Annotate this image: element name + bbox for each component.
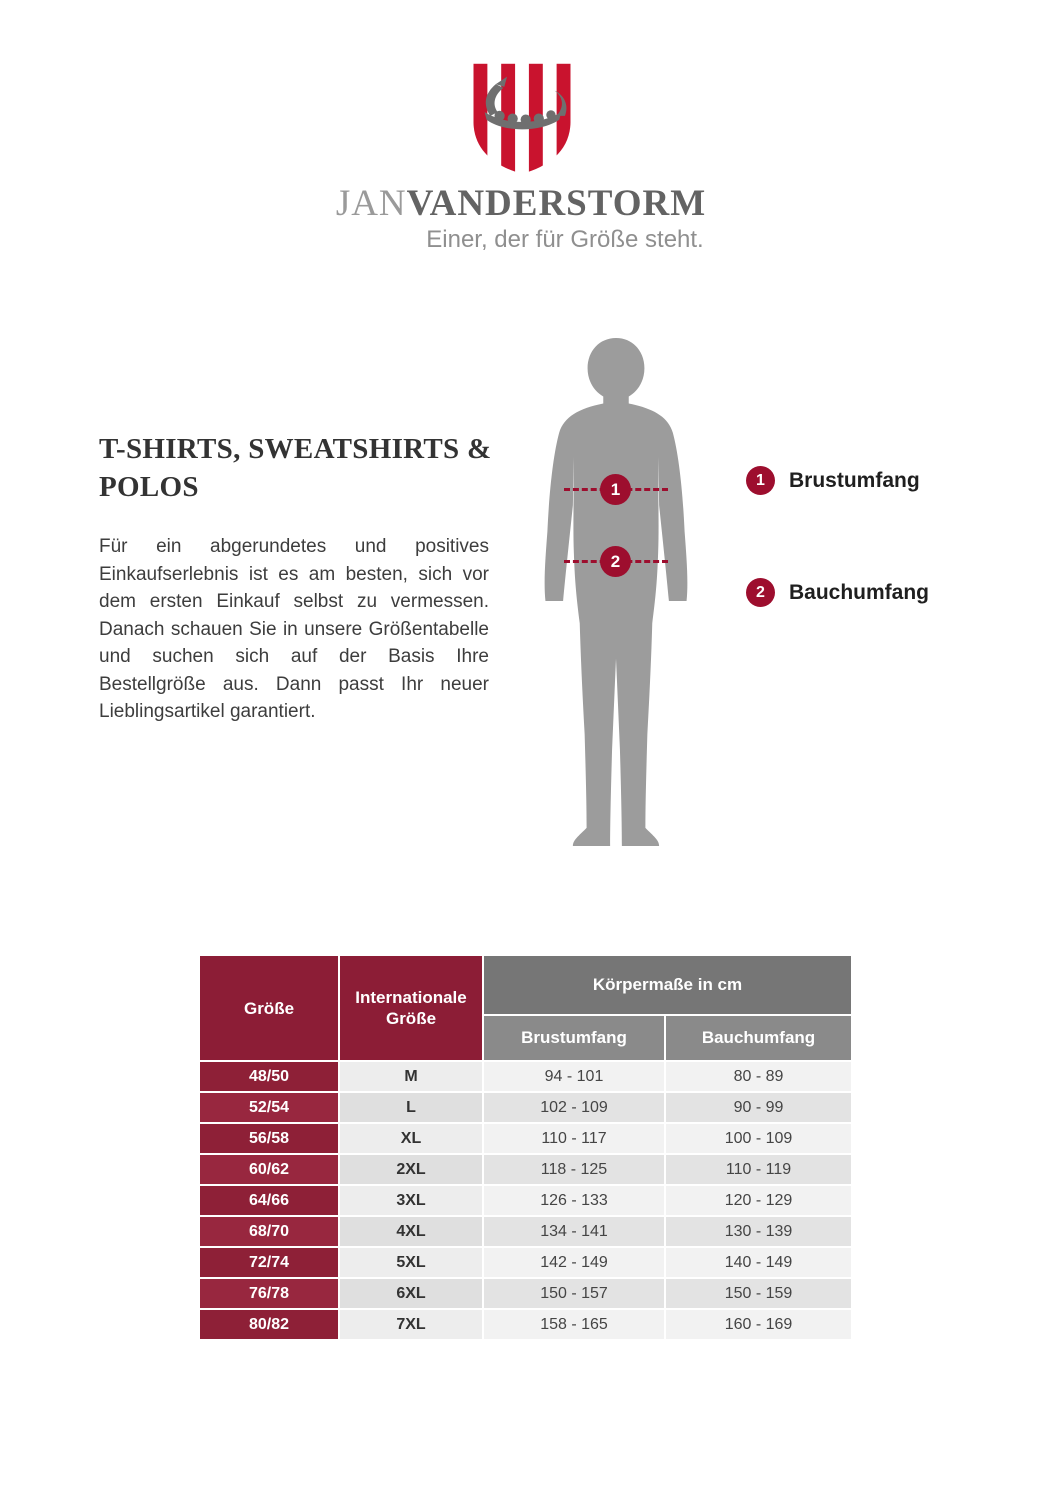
legend-badge-1: 1	[746, 466, 775, 495]
size-table-body	[200, 1062, 851, 1339]
brand-wordmark	[0, 182, 1042, 225]
table-row	[200, 1155, 851, 1184]
col-header-bauchumfang: Bauchumfang	[666, 1016, 851, 1060]
cell-groesse: 68/70	[200, 1217, 338, 1246]
cell-bauchumfang: 100 - 109	[666, 1124, 851, 1153]
viking-ship-shield-icon	[466, 58, 578, 177]
brand-name-first: JAN	[335, 183, 407, 224]
cell-internationale-groesse: 4XL	[340, 1217, 482, 1246]
cell-groesse: 72/74	[200, 1248, 338, 1277]
col-header-internationale-groesse: Internationale Größe	[340, 956, 482, 1060]
brand-tagline: Einer, der für Größe steht.	[426, 226, 704, 253]
cell-bauchumfang: 150 - 159	[666, 1279, 851, 1308]
cell-groesse: 48/50	[200, 1062, 338, 1091]
size-table	[198, 954, 853, 1341]
brand-name-rest: VANDERSTORM	[406, 183, 707, 224]
cell-bauchumfang: 110 - 119	[666, 1155, 851, 1184]
cell-brustumfang: 102 - 109	[484, 1093, 664, 1122]
man-silhouette-icon	[518, 336, 714, 852]
cell-groesse: 76/78	[200, 1279, 338, 1308]
cell-internationale-groesse: 3XL	[340, 1186, 482, 1215]
cell-brustumfang: 126 - 133	[484, 1186, 664, 1215]
col-header-groesse: Größe	[200, 956, 338, 1060]
cell-groesse: 52/54	[200, 1093, 338, 1122]
cell-groesse: 56/58	[200, 1124, 338, 1153]
cell-brustumfang: 134 - 141	[484, 1217, 664, 1246]
col-header-brustumfang: Brustumfang	[484, 1016, 664, 1060]
table-row	[200, 1093, 851, 1122]
table-row	[200, 1186, 851, 1215]
cell-internationale-groesse: XL	[340, 1124, 482, 1153]
cell-brustumfang: 110 - 117	[484, 1124, 664, 1153]
cell-groesse: 60/62	[200, 1155, 338, 1184]
legend-label-bauchumfang: Bauchumfang	[789, 580, 930, 604]
waist-marker-badge: 2	[600, 546, 631, 577]
cell-bauchumfang: 130 - 139	[666, 1217, 851, 1246]
cell-bauchumfang: 80 - 89	[666, 1062, 851, 1091]
section-body-text: Für ein abgerundetes und positives Einkaufserlebnis ist es am besten, sich vor dem ersten Einkauf selbst zu vermessen. Danach schauen Sie in unsere Größentabelle und suchen sich auf der Basis Ihre Bestellgröße aus. Dann passt Ihr neuer Lieblingsartikel garantiert.	[99, 536, 489, 722]
cell-brustumfang: 118 - 125	[484, 1155, 664, 1184]
legend-item-bauchumfang	[746, 578, 929, 607]
col-header-koerpermasse: Körpermaße in cm	[484, 956, 851, 1014]
cell-bauchumfang: 120 - 129	[666, 1186, 851, 1215]
cell-groesse: 64/66	[200, 1186, 338, 1215]
cell-bauchumfang: 90 - 99	[666, 1093, 851, 1122]
body-silhouette	[518, 336, 714, 852]
cell-brustumfang: 150 - 157	[484, 1279, 664, 1308]
cell-groesse: 80/82	[200, 1310, 338, 1339]
brand-logo-shield	[466, 58, 578, 180]
chest-marker-badge: 1	[600, 474, 631, 505]
cell-bauchumfang: 140 - 149	[666, 1248, 851, 1277]
table-row	[200, 1248, 851, 1277]
table-row	[200, 1062, 851, 1091]
cell-bauchumfang: 160 - 169	[666, 1310, 851, 1339]
cell-internationale-groesse: 7XL	[340, 1310, 482, 1339]
table-row	[200, 1124, 851, 1153]
table-row	[200, 1217, 851, 1246]
section-title: T-SHIRTS, SWEATSHIRTS & POLOS	[99, 433, 492, 503]
cell-internationale-groesse: L	[340, 1093, 482, 1122]
table-row	[200, 1310, 851, 1339]
cell-brustumfang: 142 - 149	[484, 1248, 664, 1277]
cell-internationale-groesse: 2XL	[340, 1155, 482, 1184]
table-row	[200, 1279, 851, 1308]
cell-internationale-groesse: M	[340, 1062, 482, 1091]
cell-internationale-groesse: 5XL	[340, 1248, 482, 1277]
legend-item-brustumfang	[746, 466, 920, 495]
cell-brustumfang: 94 - 101	[484, 1062, 664, 1091]
legend-badge-2: 2	[746, 578, 775, 607]
cell-brustumfang: 158 - 165	[484, 1310, 664, 1339]
legend-label-brustumfang: Brustumfang	[789, 468, 920, 492]
cell-internationale-groesse: 6XL	[340, 1279, 482, 1308]
